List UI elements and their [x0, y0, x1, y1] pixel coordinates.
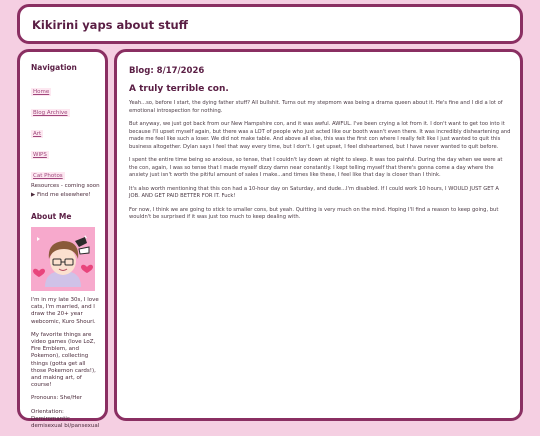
- post-paragraph: For now, I think we are going to stick to smaller cons, but yeah. Quitting is very much on the mind. Hoping I'll find a reason to keep going, but wouldn't be surprised if it was just too much to keep dealing with.: [129, 206, 499, 220]
- site-title: Kikirini yaps about stuff: [32, 18, 188, 32]
- nav-link-home[interactable]: Home: [33, 89, 50, 95]
- about-paragraph: My favorite things are video games (love LoZ, Fire Emblem, and Pokemon), collecting things (gotta get all those Pokemon cards!), and making art, of course!: [31, 331, 96, 389]
- about-orientation: Orientation: Demiromantic demisexual bi/pansexual: [31, 408, 100, 430]
- post-paragraph: Yeah...so, before I start, the dying father stuff? All bullshit. Turns out my stepmom was being a drama queen about it. He's fine and I did a lot of emotional introspection for nothing.: [129, 100, 503, 114]
- nav-item-art: [31, 120, 101, 139]
- find-me-label: Find me elsewhere!: [36, 192, 91, 198]
- about-paragraph: I'm in my late 30s, I love cats, I'm married, and I draw the 20+ year webcomic, Kuro Shouri.: [31, 297, 99, 325]
- post-title: A truly terrible con.: [129, 84, 229, 94]
- about-pronouns: Pronouns: She/Her: [31, 395, 83, 402]
- blog-heading: Blog: 8/17/2026: [129, 66, 205, 76]
- about-heading: About Me: [31, 212, 72, 221]
- resources-text: Resources - coming soon: [31, 183, 100, 189]
- nav-item-wips: [31, 141, 101, 160]
- nav-list: [31, 78, 101, 181]
- avatar: [31, 227, 95, 291]
- sidebar: [17, 49, 108, 430]
- triangle-right-icon: ▶: [31, 192, 36, 198]
- site-header: [17, 4, 523, 44]
- main-content: [114, 49, 523, 421]
- nav-link-cat-photos[interactable]: Cat Photos: [33, 173, 63, 179]
- post-paragraph: I spent the entire time being so anxious, so tense, that I couldn't lay down at night to sleep. It was too painful. During the day when we were at the con, again, I was so tense that I made myself dizzy damn near constantly. I kept telling myself that there's gonna come a day where the anxiety just isn't worth the pitiful amount of sales I make...and times like these, I feel like that day is closer than I think.: [129, 157, 503, 178]
- avatar-illustration: [31, 227, 95, 291]
- nav-link-blog-archive[interactable]: Blog Archive: [33, 110, 68, 116]
- nav-link-art[interactable]: Art: [33, 131, 42, 137]
- nav-item-blog-archive: [31, 99, 101, 118]
- nav-link-wips[interactable]: WIPS: [33, 152, 47, 158]
- nav-item-cat-photos: [31, 162, 101, 181]
- post-paragraph: But anyway, we just got back from our New Hampshire con, and it was awful. AWFUL. I've been crying a lot from it. I don't want to get too into it because I'll upset myself again, but there was a LOT of people who just acted like our booth wasn't even there. It was incredibly disheartening and made me feel like such a loser. We did not make table. And above all else, this was the first con where I really felt like I just wanted to quit this business altogether. Dylan says I feel that way every time, but I don't. I get upset, I feel disheartened, but I have never wanted to quit before.: [129, 121, 511, 150]
- nav-item-home: [31, 78, 101, 97]
- post-paragraph: It's also worth mentioning that this con had a 10-hour day on Saturday, and dude...I'm disabled. If I could work 10 hours, I WOULD JUST GET A JOB. AND GET PAID BETTER FOR IT. Fuck!: [129, 185, 499, 199]
- nav-heading: Navigation: [31, 63, 77, 72]
- find-me-toggle[interactable]: [31, 192, 101, 198]
